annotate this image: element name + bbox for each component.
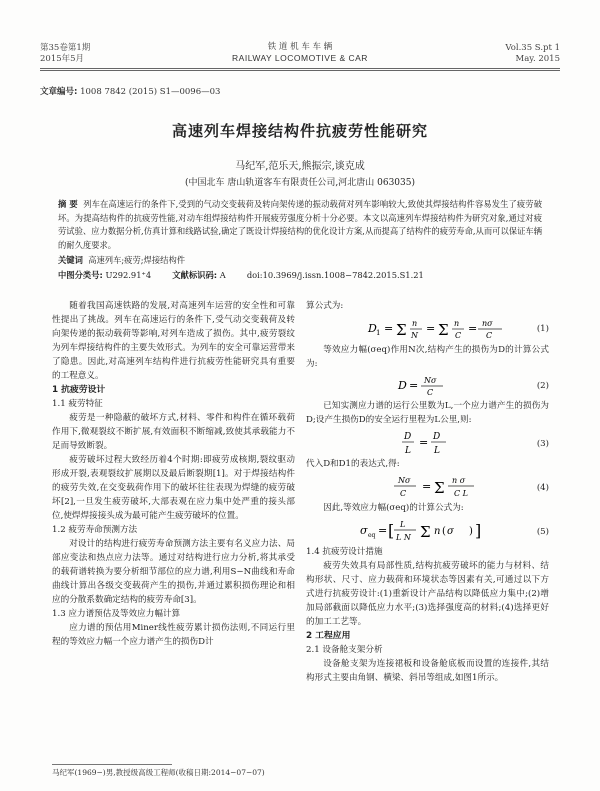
paragraph-eq5-intro: 因此,等效应力幅(σeq)的计算公式为: — [323, 503, 464, 513]
doc-code-value: A — [219, 270, 226, 280]
paper-affiliation: (中国北车 唐山轨道客车有限责任公司,河北唐山 063035) — [185, 178, 415, 188]
equation-1 — [306, 313, 549, 343]
svg-text:n: n — [412, 319, 418, 328]
svg-text:C: C — [486, 331, 493, 340]
equation-5 — [306, 515, 549, 545]
right-column — [306, 299, 549, 685]
paragraph-stress-spectrum: 应力谱的预估用Miner线性疲劳累计损伤法则,不同运行里程的等效应力幅一个应力谱产生的损伤D计 — [52, 623, 295, 647]
svg-text:D: D — [398, 379, 407, 392]
clc-label: 中图分类号: — [58, 270, 103, 280]
paragraph-bracket: 设备舱支架为连接裙板和设备舱底板而设置的连接件,其结构形式主要由角钢、横梁、斜吊等组成,如图1所示。 — [306, 659, 549, 683]
article-number — [40, 85, 220, 97]
section-2-1-heading: 2.1 设备舱支架分析 — [306, 645, 383, 655]
volume-issue-en: Vol.35 S.pt 1 — [505, 43, 560, 53]
doc-code-label: 文献标识码: — [172, 270, 218, 280]
svg-text:=: = — [378, 524, 388, 537]
equation-2-formula — [306, 371, 549, 399]
paper-title: 高速列车焊接结构件抗疲劳性能研究 — [171, 122, 428, 140]
paragraph-eq3-intro: 已知实测应力谱的运行公里数为L,一个应力谱产生的损伤为D;设产生损伤D的安全运行里程为L公里,则: — [306, 401, 549, 425]
svg-text:N: N — [411, 331, 418, 340]
svg-text:C L: C L — [454, 489, 468, 498]
equation-3-formula — [306, 427, 549, 457]
svg-text:L: L — [434, 446, 440, 456]
keywords-text: 高速列车;疲劳;焊接结构件 — [88, 255, 186, 265]
svg-text:Σ: Σ — [420, 523, 431, 541]
svg-text:C: C — [400, 489, 407, 498]
svg-text:n: n — [454, 319, 460, 328]
footnote: 马纪军(1969−)男,教授级高级工程师(收稿日期:2014−07−07) — [52, 768, 265, 777]
equation-2-number: (2) — [536, 381, 549, 391]
svg-text:n σ: n σ — [452, 476, 466, 485]
svg-text:n: n — [434, 526, 441, 537]
svg-text:=: = — [468, 322, 478, 335]
volume-issue-cn: 第35卷第1期 — [40, 43, 91, 53]
footnote-rule — [52, 764, 172, 765]
svg-text:σ: σ — [447, 526, 454, 537]
svg-text:1: 1 — [376, 329, 381, 337]
intro-paragraph: 随着我国高速铁路的发展,对高速列车运营的安全性和可靠性提出了挑战。列车在高速运行的条件下,受气动交变载荷及转向架传递的振动载荷等影响,对列车造成了损伤。其中,疲劳裂纹为列车焊接结构件的主要失效形式。为列车的安全可靠运营带来了隐患。因此,对高速列车结构件进行抗疲劳性能研究具有重要的工程意义。 — [52, 301, 295, 381]
svg-text:[: [ — [388, 521, 395, 540]
equation-1-number: (1) — [536, 324, 549, 334]
equation-4-formula — [306, 471, 549, 501]
svg-text:D: D — [404, 432, 412, 442]
keywords — [58, 254, 185, 266]
date-cn: 2015年5月 — [40, 54, 85, 64]
svg-text:σ: σ — [360, 524, 368, 537]
section-2-heading: 2 工程应用 — [306, 631, 351, 641]
clc-value: U292.91⁺4 — [105, 270, 152, 280]
abstract-text: 列车在高速运行的条件下,受到的气动交变载荷及转向架传递的振动载荷对列车影响较大,致使其焊接结构件容易发生了疲劳破坏。为提高结构件的抗疲劳性能,对动车组焊接结构件开展疲劳强度分析十分必要。本文以高速列车焊接结构件为研究对象,通过对疲劳试验、应力数据分析,仿真计算和线路试验,确定了既设计焊接结构的优化设计方案,从而提高了结构件的疲劳寿命,从而可以保证车辆的耐久度要求。 — [58, 199, 543, 250]
doi: doi:10.3969/j.issn.1008−7842.2015.S1.21 — [246, 270, 424, 280]
svg-text:): ) — [469, 526, 473, 537]
equation-5-formula — [306, 515, 549, 545]
svg-text:Σ: Σ — [438, 321, 449, 339]
abstract-label: 摘 要 — [58, 199, 78, 209]
svg-text:C: C — [427, 388, 434, 397]
section-1-3-heading: 1.3 应力谱预估及等效应力幅计算 — [52, 609, 181, 619]
keywords-label: 关键词 — [58, 255, 83, 265]
classification-line — [58, 269, 424, 281]
section-1-2-heading: 1.2 疲劳寿命预测方法 — [52, 525, 138, 535]
equation-4-number: (4) — [536, 483, 549, 493]
svg-text:C: C — [455, 331, 462, 340]
svg-text:]: ] — [475, 521, 482, 540]
svg-text:=: = — [426, 322, 436, 335]
section-1-heading: 1 抗疲劳设计 — [52, 385, 106, 395]
svg-text:=: = — [384, 322, 394, 335]
svg-text:(: ( — [442, 526, 446, 537]
section-1-1-heading: 1.1 疲劳特征 — [52, 399, 103, 409]
journal-issue-right — [505, 43, 560, 65]
paragraph-fatigue-stages: 疲劳破坏过程大致经历着4个时期:即疲劳成核期,裂纹驱动形成开裂,表观裂纹扩展期以及最后断裂期[1]。对于焊接结构件的疲劳失效,在交变载荷作用下的破坏往往表现为焊缝的疲劳破坏[2],一旦发生疲劳破坏,大部表观在应力集中处严重的接头部位,使焊焊接接头成为最可能产生疲劳破坏的位置。 — [52, 455, 295, 521]
svg-text:D: D — [433, 432, 441, 442]
svg-text:D: D — [368, 322, 377, 335]
equation-1-formula — [306, 313, 549, 343]
paragraph-design-measures: 疲劳失效具有局部性质,结构抗疲劳破坏的能力与材料、结构形状、尺寸、应力载荷和环境状态等因素有关,可通过以下方式进行抗疲劳设计:(1)重新设计产品结构以降低应力集中;(2)增加局部截面以降低应力水平;(3)选择强度高的材料;(4)选择更好的加工工艺等。 — [306, 561, 549, 627]
journal-name-cn: 铁 道 机 车 车 辆 — [267, 42, 333, 52]
journal-name-en: RAILWAY LOCOMOTIVE & CAR — [232, 53, 368, 63]
article-number-value: 1008 7842 (2015) S1—0096—03 — [80, 87, 221, 97]
equation-4 — [306, 471, 549, 501]
section-1-4-heading: 1.4 抗疲劳设计措施 — [306, 547, 383, 557]
abstract — [58, 198, 542, 252]
equation-3 — [306, 427, 549, 457]
svg-text:L N: L N — [396, 533, 411, 542]
svg-text:L: L — [405, 446, 411, 456]
header-rule-thin — [40, 70, 560, 71]
svg-text:Nσ: Nσ — [424, 376, 437, 385]
svg-text:=: = — [422, 480, 432, 493]
paper-authors: 马纪军,范乐天,熊振宗,谈克成 — [235, 161, 365, 172]
article-number-label: 文章编号: — [40, 87, 78, 97]
left-column — [52, 299, 295, 649]
svg-text:nσ: nσ — [482, 319, 493, 328]
right-lead-text: 算公式为: — [306, 301, 344, 311]
svg-text:Σ: Σ — [434, 479, 445, 497]
paragraph-fatigue-def: 疲劳是一种隐蔽的破坏方式,材料、零件和构件在循环载荷作用下,微观裂纹不断扩展,有效面积不断缩减,致使其承载能力不足而导致断裂。 — [52, 413, 295, 451]
paragraph-eq4-intro: 代入D和D1的表达式,得: — [306, 459, 400, 469]
equation-5-number: (5) — [536, 527, 549, 537]
svg-text:Σ: Σ — [396, 321, 407, 339]
svg-text:eq: eq — [368, 532, 376, 539]
equation-3-number: (3) — [536, 439, 549, 449]
paragraph-eq2-intro: 等效应力幅(σeq)作用N次,结构产生的损伤为D的计算公式为: — [306, 345, 549, 369]
svg-text:L: L — [400, 520, 406, 529]
svg-text:=: = — [409, 379, 419, 392]
svg-text:Nσ: Nσ — [398, 476, 411, 485]
svg-text:=: = — [419, 436, 429, 449]
paragraph-life-prediction: 对设计的结构进行疲劳寿命预测方法主要有名义应力法、局部应变法和热点应力法等。通过对结构进行应力分析,将其承受的载荷谱转换为要分析细节部位的应力谱,利用S−N曲线和寿命曲线计算出各级交变载荷产生的损伤,并通过累积损伤理论和相应的分散系数确定结构的疲劳寿命[3]。 — [52, 539, 295, 605]
date-en: May. 2015 — [515, 54, 560, 64]
equation-2 — [306, 371, 549, 399]
header-rule — [40, 68, 560, 69]
